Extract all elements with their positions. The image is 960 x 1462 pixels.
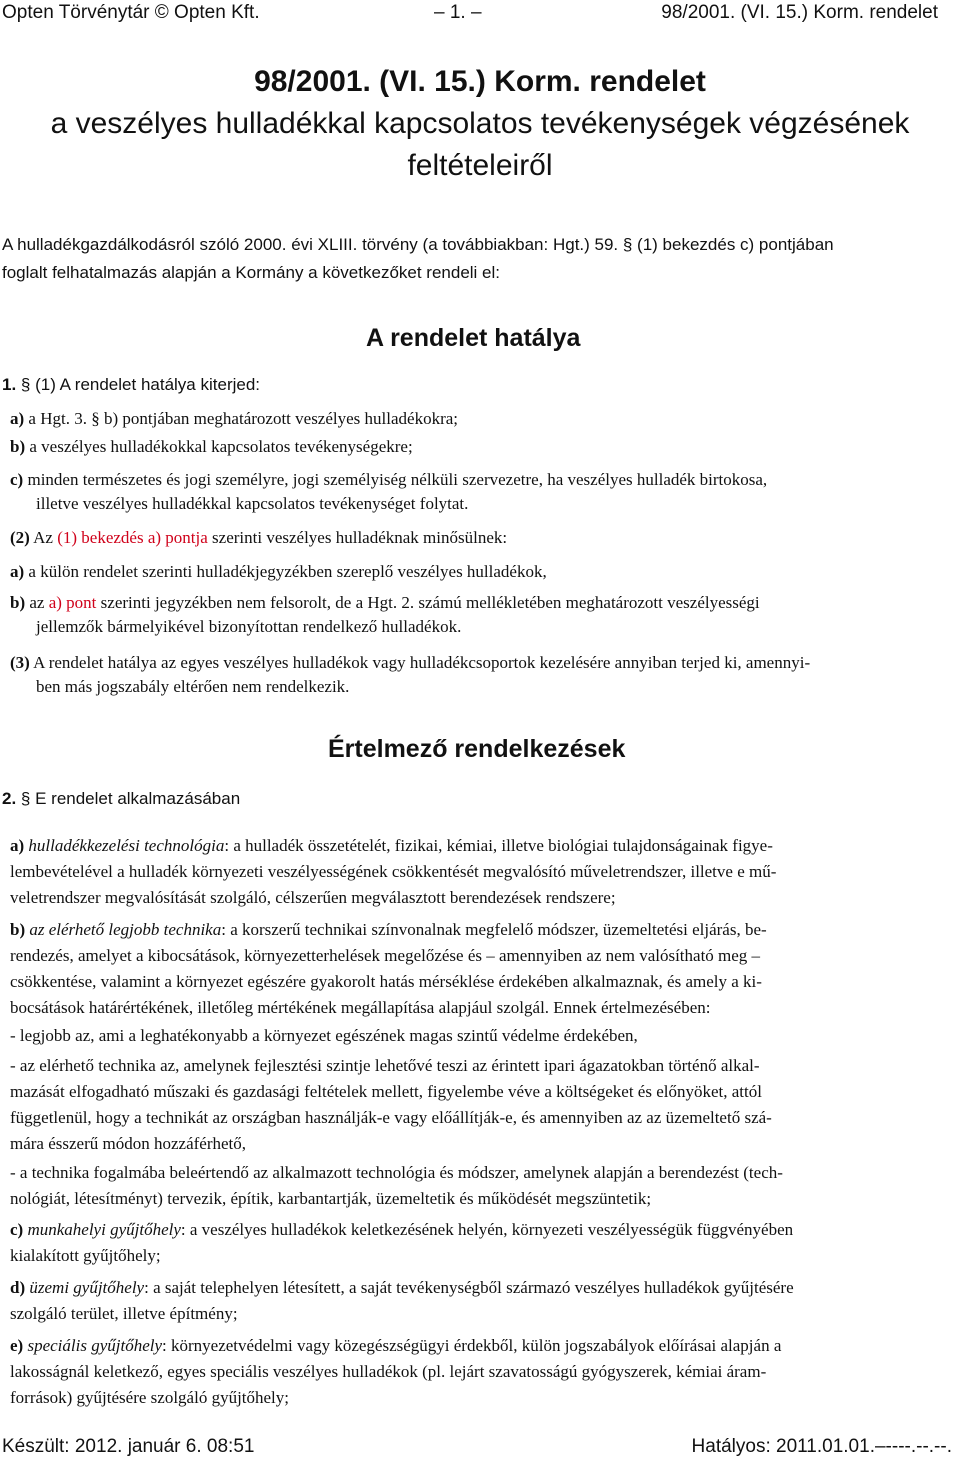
section1-intro-text: § (1) A rendelet hatálya kiterjed: [20, 375, 261, 394]
header-left: Opten Törvénytár © Opten Kft. [2, 2, 260, 23]
definition-line: lembevételével a hulladék környezeti veszélyességének csökkentését megvalósító műveletrendszer, illetve e mű- [10, 862, 777, 881]
definition-item: c) munkahelyi gyűjtőhely: a veszélyes hulladékok keletkezésének helyén, környezeti veszélyességük függvényében [10, 1220, 794, 1239]
definition-line: mazását elfogadható műszaki és gazdasági feltételek mellett, figyelembe véve a költségeket és előnyöket, attól [10, 1082, 762, 1101]
paragraph-3: (3) A rendelet hatálya az egyes veszélyes hulladékok vagy hulladékcsoportok kezelésére annyiban terjed ki, amennyi- [10, 653, 811, 672]
section1-intro [2, 371, 260, 399]
header-right: 98/2001. (VI. 15.) Korm. rendelet [661, 2, 938, 23]
definition-item: b) az elérhető legjobb technika: a korszerű technikai színvonalnak megfelelő módszer, üzemeltetési eljárás, be- [10, 920, 767, 939]
document-title: 98/2001. (VI. 15.) Korm. rendelet [254, 65, 706, 98]
document-subtitle-line1: a veszélyes hulladékkal kapcsolatos tevékenységek végzésének [50, 107, 910, 140]
list-item-continuation: illetve veszélyes hulladékkal kapcsolatos tevékenységet folytat. [36, 494, 469, 513]
section1-number: 1. [2, 375, 17, 394]
definition-item: e) speciális gyűjtőhely: környezetvédelmi vagy közegészségügyi érdekből, külön jogszabályok előírásai alapján a [10, 1336, 782, 1355]
definition-item: d) üzemi gyűjtőhely: a saját telephelyen létesített, a saját tevékenységből származó veszélyes hulladékok gyűjtésére [10, 1278, 794, 1297]
list-item: a) a Hgt. 3. § b) pontjában meghatározott veszélyes hulladékokra; [10, 409, 459, 428]
definition-line: függetlenül, hogy a technikát az országban használják-e vagy előállítják-e, és amennyiben az az üzemeltető szá- [10, 1108, 772, 1127]
list-item: b) az a) pont szerinti jegyzékben nem felsorolt, de a Hgt. 2. számú mellékletében meghatározott veszélyességi [10, 593, 760, 612]
footer-created: Készült: 2012. január 6. 08:51 [2, 1436, 255, 1457]
definition-line: mára ésszerű módon hozzáférhető, [10, 1134, 246, 1153]
dash-item: - az elérhető technika az, amelynek fejlesztési szintje lehetővé teszi az érintett ipari ágazatokban történő alkal- [10, 1056, 760, 1075]
paragraph-3-continuation: ben más jogszabály eltérően nem rendelkezik. [36, 677, 350, 696]
document-subtitle-line2: feltételeiről [407, 149, 553, 182]
preamble-line2: foglalt felhatalmazás alapján a Kormány a következőket rendeli el: [2, 263, 501, 282]
header-page-number: – 1. – [434, 2, 482, 23]
list-item: b) a veszélyes hulladékokkal kapcsolatos tevékenységekre; [10, 437, 413, 456]
definition-item: a) hulladékkezelési technológia: a hulladék összetételét, fizikai, kémiai, illetve biológiai tulajdonságainak figye- [10, 836, 773, 855]
definition-line: bocsátások határértékének, illetőleg mértékének megállapítása alapjául szolgál. Ennek értelmezésében: [10, 998, 711, 1017]
paragraph-2: (2) Az (1) bekezdés a) pontja szerinti veszélyes hulladéknak minősülnek: [10, 528, 508, 547]
section2-number: 2. [2, 789, 17, 808]
section2-intro-text: § E rendelet alkalmazásában [20, 789, 241, 808]
definition-line: nológiát, létesítményt) tervezik, építik, karbantartják, üzemeltetik és működését megszüntetik; [10, 1189, 652, 1208]
section-heading-definitions: Értelmező rendelkezések [328, 735, 626, 763]
definition-line: csökkentése, valamint a környezet egészére gyakorolt hatás mérséklése érdekében alkalmaznak, és amely a ki- [10, 972, 762, 991]
definition-line: rendezés, amelyet a kibocsátások, környezetterhelések megelőzése és – amennyiben az nem valósítható meg – [10, 946, 761, 965]
definition-line: kialakított gyűjtőhely; [10, 1246, 161, 1265]
list-item: a) a külön rendelet szerinti hulladékjegyzékben szereplő veszélyes hulladékok, [10, 562, 547, 581]
cross-reference-link[interactable]: (1) bekezdés a) pontja [57, 528, 208, 547]
dash-item: - legjobb az, ami a leghatékonyabb a környezet egészének magas szintű védelme érdekében, [10, 1026, 638, 1045]
list-item: c) minden természetes és jogi személyre, jogi személyiség nélküli szervezetre, ha veszélyes hulladék birtokosa, [10, 470, 768, 489]
definition-line: veletrendszer megvalósítását szolgáló, célszerűen megválasztott berendezések rendszere; [10, 888, 616, 907]
preamble-line1: A hulladékgazdálkodásról szóló 2000. évi XLIII. törvény (a továbbiakban: Hgt.) 59. § (1) bekezdés c) pontjában [2, 235, 834, 254]
definition-line: szolgáló terület, illetve építmény; [10, 1304, 238, 1323]
definition-line: lakosságnál keletkező, egyes speciális veszélyes hulladékok (pl. lejárt szavatosságú gyógyszerek, kémiai áram- [10, 1362, 767, 1381]
section-heading-scope: A rendelet hatálya [366, 324, 581, 352]
section2-intro [2, 785, 240, 813]
definition-line: források) gyűjtésére szolgáló gyűjtőhely; [10, 1388, 290, 1407]
cross-reference-link[interactable]: a) pont [48, 593, 97, 612]
list-item-continuation: jellemzők bármelyikével bizonyítottan rendelkező hulladékok. [36, 617, 462, 636]
footer-effective: Hatályos: 2011.01.01.–----.--.--. [691, 1436, 952, 1457]
dash-item: - a technika fogalmába beleértendő az alkalmazott technológia és módszer, amelynek alapján a berendezést (tech- [10, 1163, 783, 1182]
